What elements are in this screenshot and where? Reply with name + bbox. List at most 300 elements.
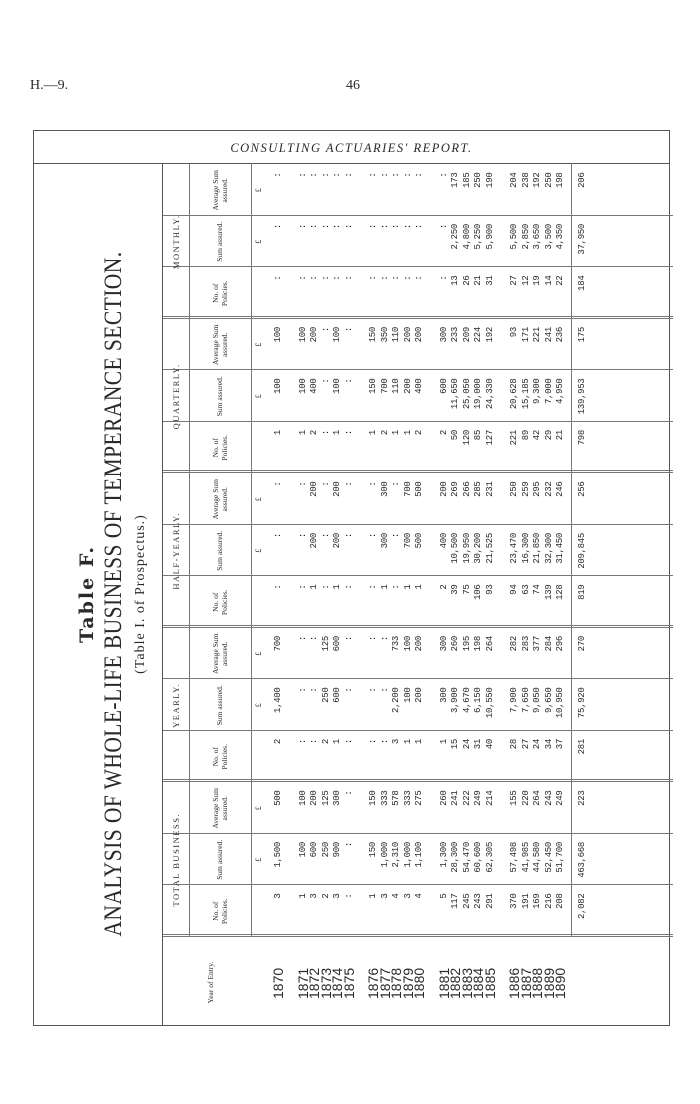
table-cell: 54,470 — [461, 842, 472, 873]
table-cell: : — [391, 275, 401, 281]
totals-cell: 37,950 — [576, 224, 587, 255]
table-cell: 246 — [555, 481, 565, 497]
table-cell: 1 — [297, 893, 308, 899]
table-cell: : — [297, 584, 308, 590]
table-cell: 28,300 — [450, 842, 460, 873]
table-cell: : — [343, 275, 354, 281]
title-block — [34, 163, 162, 1025]
group-header-total: TOTAL BUSINESS. — [171, 812, 181, 907]
column-header-policies: No. of Policies. — [211, 280, 229, 307]
table-cell: : — [320, 481, 331, 487]
table-cell: 195 — [461, 636, 472, 652]
column-header-policies: No. of Policies. — [211, 434, 229, 461]
table-cell: 192 — [484, 327, 495, 343]
table-cell: 100 — [273, 378, 283, 394]
table-cell: : — [297, 172, 308, 178]
table-cell: 2 — [438, 430, 449, 436]
table-cell: 333 — [402, 790, 413, 806]
table-cell: 350 — [379, 327, 390, 343]
table-cell: 23,470 — [509, 533, 519, 564]
column-header-sum: Sum assured. — [215, 839, 225, 880]
column-header-policies: No. of Policies. — [211, 898, 229, 925]
table-cell: 200 — [414, 636, 424, 652]
table-cell: 2 — [320, 739, 331, 745]
table-cell: 198 — [555, 172, 565, 188]
table-cell: 10,550 — [484, 687, 495, 719]
table-cell: 300 — [438, 687, 449, 703]
year-cell: 1890 — [552, 967, 568, 999]
table-cell: 13 — [450, 275, 460, 286]
table-cell: 200 — [309, 533, 319, 549]
table-cell: : — [414, 275, 424, 281]
table-cell: 233 — [450, 327, 460, 343]
table-cell: : — [368, 275, 378, 281]
table-cell: : — [309, 224, 319, 230]
table-cell: 200 — [402, 378, 413, 394]
totals-cell: 2,082 — [576, 893, 587, 920]
table-cell: 200 — [309, 790, 319, 806]
table-cell: : — [368, 224, 378, 230]
table-cell: 1 — [438, 739, 449, 745]
table-cell: 9,050 — [532, 687, 542, 714]
table-cell: 1 — [368, 430, 378, 436]
table-cell: 260 — [450, 636, 460, 652]
table-cell: : — [332, 172, 342, 178]
table-cell: 224 — [473, 327, 483, 343]
table-cell: 117 — [450, 893, 460, 909]
table-cell: 106 — [473, 584, 483, 600]
table-cell: : — [343, 224, 354, 230]
year-cell: 1886 — [506, 967, 522, 999]
group-header-monthly: MONTHLY. — [171, 214, 181, 270]
table-cell: : — [309, 636, 319, 642]
table-cell: : — [332, 275, 342, 281]
table-cell: : — [297, 533, 308, 539]
table-cell: 40 — [484, 739, 495, 750]
table-cell: : — [273, 481, 283, 487]
table-cell: 300 — [332, 790, 342, 806]
column-header-policies: No. of Policies. — [211, 589, 229, 616]
totals-cell: 175 — [576, 327, 587, 343]
currency-symbol: £ — [254, 857, 263, 862]
table-cell: 236 — [555, 327, 565, 343]
table-cell: 169 — [532, 893, 542, 909]
table-cell: 31,450 — [555, 533, 565, 564]
totals-cell: 206 — [576, 172, 587, 188]
table-cell: 10,950 — [555, 687, 565, 719]
year-cell: 1884 — [470, 967, 486, 999]
table-cell: 15,185 — [520, 378, 531, 410]
currency-symbol: £ — [254, 394, 263, 399]
table-cell: 300 — [379, 533, 390, 549]
table-cell: 31 — [484, 275, 495, 286]
table-cell: 31 — [473, 739, 483, 750]
table-cell: 52,450 — [543, 842, 554, 873]
table-cell: 243 — [473, 893, 483, 909]
table-cell: 150 — [368, 790, 378, 806]
table-cell: 296 — [555, 636, 565, 652]
table-cell: 5,500 — [509, 224, 519, 250]
table-cell: 16,300 — [520, 533, 531, 564]
table-cell: 249 — [473, 790, 483, 806]
column-header-sum: Sum assured. — [215, 530, 225, 571]
column-header-average: Average Sum assured. — [211, 633, 229, 674]
table-cell: 250 — [320, 687, 331, 703]
column-header-average: Average Sum assured. — [211, 788, 229, 829]
year-cell: 1876 — [365, 967, 381, 999]
table-cell: 21 — [555, 430, 565, 441]
table-cell: 192 — [532, 172, 542, 188]
table-cell: 2 — [273, 739, 283, 745]
table-cell: : — [343, 172, 354, 178]
table-cell: 42 — [532, 430, 542, 441]
table-cell: 11,650 — [450, 378, 460, 410]
table-cell: 221 — [532, 327, 542, 343]
table-cell: 171 — [520, 327, 531, 343]
totals-rule — [571, 163, 572, 937]
table-cell: 300 — [438, 636, 449, 652]
totals-cell: 209,845 — [576, 533, 587, 569]
year-cell: 1877 — [376, 967, 393, 999]
table-cell: 3 — [379, 893, 390, 899]
table-cell: 24 — [461, 739, 472, 750]
table-cell: : — [320, 224, 331, 230]
table-cell: : — [297, 636, 308, 642]
table-cell: 191 — [520, 893, 531, 909]
table-cell: 282 — [509, 636, 519, 652]
table-label: Table F. — [76, 544, 98, 644]
table-cell: 700 — [402, 533, 413, 549]
table-cell: 155 — [509, 790, 519, 806]
table-cell: 51,700 — [555, 842, 565, 873]
year-cell: 1872 — [306, 967, 322, 999]
table-cell: 60,600 — [473, 842, 483, 873]
totals-cell: 75,920 — [576, 687, 587, 719]
table-cell: : — [343, 327, 354, 333]
table-cell: : — [297, 275, 308, 281]
table-cell: 63 — [520, 584, 531, 595]
table-cell: 125 — [320, 790, 331, 806]
year-cell: 1870 — [270, 967, 286, 999]
table-cell: 733 — [391, 636, 401, 652]
table-cell: 241 — [450, 790, 460, 806]
year-cell: 1882 — [447, 967, 463, 999]
year-cell: 1878 — [388, 967, 404, 999]
currency-symbol: £ — [254, 651, 263, 656]
group-header-yearly: YEARLY. — [171, 682, 181, 728]
table-cell: 20,628 — [509, 378, 519, 410]
table-cell: 1 — [402, 584, 413, 590]
table-cell: 283 — [520, 636, 531, 652]
group-header-rule — [189, 628, 190, 783]
currency-symbol: £ — [254, 342, 263, 347]
column-header-policies: No. of Policies. — [211, 743, 229, 770]
table-cell: 2,200 — [391, 687, 401, 714]
table-cell: : — [273, 275, 283, 281]
table-cell: 700 — [379, 378, 390, 394]
table-cell: 2 — [320, 893, 331, 899]
table-cell: : — [343, 481, 354, 487]
totals-cell: 184 — [576, 275, 587, 291]
year-cell: 1874 — [329, 967, 345, 999]
year-cell: 1885 — [481, 967, 498, 999]
table-cell: 1 — [332, 430, 342, 436]
currency-symbol: £ — [254, 548, 263, 553]
table-cell: : — [343, 687, 354, 693]
table-cell: 3 — [273, 893, 283, 899]
table-cell: : — [379, 275, 390, 281]
table-cell: 1,500 — [273, 842, 283, 868]
table-cell: 1,000 — [402, 842, 413, 868]
table-cell: 221 — [509, 430, 519, 446]
table-cell: : — [391, 224, 401, 230]
table-cell: 204 — [509, 172, 519, 188]
table-cell: 232 — [543, 481, 554, 497]
table-cell: : — [368, 584, 378, 590]
table-cell: 1 — [379, 584, 390, 590]
table-cell: 250 — [509, 481, 519, 497]
table-cell: 1,400 — [273, 687, 283, 714]
currency-symbol: £ — [254, 497, 263, 502]
table-cell: 1 — [273, 430, 283, 436]
year-cell: 1883 — [458, 967, 475, 999]
table-cell: 150 — [368, 327, 378, 343]
table-cell: 200 — [402, 327, 413, 343]
table-cell: 377 — [532, 636, 542, 652]
table-cell: 150 — [368, 842, 378, 858]
table-cell: : — [320, 584, 331, 590]
table-cell: 4,800 — [461, 224, 472, 250]
table-cell: 284 — [543, 636, 554, 652]
currency-symbol: £ — [254, 806, 263, 811]
table-cell: 1 — [309, 584, 319, 590]
table-cell: 100 — [402, 636, 413, 652]
table-cell: : — [320, 430, 331, 436]
table-cell: 243 — [543, 790, 554, 806]
table-cell: 37 — [555, 739, 565, 750]
table-cell: 198 — [473, 636, 483, 652]
table-cell: 259 — [520, 481, 531, 497]
table-cell: 245 — [461, 893, 472, 909]
table-cell: : — [309, 275, 319, 281]
table-cell: 3 — [332, 893, 342, 899]
table-cell: 19 — [532, 275, 542, 286]
group-header-quarterly: QUARTERLY. — [171, 363, 181, 430]
table-cell: 200 — [414, 687, 424, 703]
table-cell: : — [368, 533, 378, 539]
table-cell: 62,305 — [484, 842, 495, 873]
table-cell: 295 — [532, 481, 542, 497]
table-cell: : — [379, 687, 390, 693]
year-cell: 1879 — [399, 967, 416, 999]
table-cell: : — [379, 636, 390, 642]
table-cell: 300 — [438, 327, 449, 343]
table-cell: 200 — [332, 533, 342, 549]
table-cell: 120 — [461, 430, 472, 446]
year-cell: 1881 — [435, 967, 452, 999]
table-cell: : — [402, 275, 413, 281]
table-cell: 370 — [509, 893, 519, 909]
table-cell: : — [391, 481, 401, 487]
table-cell: 12 — [520, 275, 531, 286]
table-cell: 600 — [438, 378, 449, 394]
table-cell: 200 — [414, 327, 424, 343]
table-cell: : — [332, 224, 342, 230]
table-cell: 50 — [450, 430, 460, 441]
table-cell: 1 — [368, 893, 378, 899]
table-cell: 2 — [414, 430, 424, 436]
table-cell: 209 — [461, 327, 472, 343]
table-cell: 500 — [414, 481, 424, 497]
table-cell: 600 — [332, 687, 342, 703]
table-cell: 250 — [473, 172, 483, 188]
subtitle: (Table I. of Prospectus.) — [133, 514, 148, 674]
table-cell: 100 — [297, 790, 308, 806]
table-cell: 200 — [309, 481, 319, 497]
table-cell: 500 — [414, 533, 424, 549]
table-cell: 10,500 — [450, 533, 460, 564]
totals-cell: 798 — [576, 430, 587, 446]
table-cell: 1,300 — [438, 842, 449, 868]
table-cell: 127 — [484, 430, 495, 446]
table-cell: 125 — [320, 636, 331, 652]
table-cell: 93 — [484, 584, 495, 595]
table-cell: 15 — [450, 739, 460, 750]
table-cell: : — [368, 481, 378, 487]
table-cell: : — [379, 224, 390, 230]
table-cell: : — [273, 584, 283, 590]
column-header-average: Average Sum assured. — [211, 479, 229, 520]
table-cell: 260 — [438, 790, 449, 806]
table-cell: : — [273, 224, 283, 230]
table-cell: : — [343, 739, 354, 745]
table-cell: 1 — [414, 739, 424, 745]
table-cell: : — [343, 790, 354, 796]
table-cell: 89 — [520, 430, 531, 441]
table-cell: 21,850 — [532, 533, 542, 564]
table-cell: : — [343, 893, 354, 899]
table-cell: 100 — [402, 687, 413, 703]
table-cell: 700 — [402, 481, 413, 497]
table-cell: 21,525 — [484, 533, 495, 564]
year-cell: 1888 — [529, 967, 545, 999]
table-cell: : — [297, 481, 308, 487]
table-cell: 85 — [473, 430, 483, 441]
year-cell: 1873 — [317, 967, 334, 999]
year-cell: 1889 — [540, 967, 557, 999]
table-cell: 41,985 — [520, 842, 531, 873]
page-header-ref: H.—9. — [30, 78, 69, 93]
table-cell: 1,000 — [379, 842, 390, 868]
table-cell: 250 — [320, 842, 331, 858]
table-cell: 2 — [438, 584, 449, 590]
table-cell: 150 — [368, 378, 378, 394]
table-cell: : — [391, 584, 401, 590]
table-cell: 238 — [520, 172, 531, 188]
table-cell: : — [343, 378, 354, 384]
table-cell: : — [320, 378, 331, 384]
table-cell: 100 — [297, 327, 308, 343]
table-cell: 9,650 — [543, 687, 554, 714]
table-cell: 214 — [484, 790, 495, 806]
table-cell: 25,050 — [461, 378, 472, 410]
table-cell: 4,670 — [461, 687, 472, 714]
column-header-sum: Sum assured. — [215, 376, 225, 417]
table-cell: 200 — [309, 327, 319, 343]
data-table — [162, 163, 673, 1025]
table-cell: 231 — [484, 481, 495, 497]
report-title: CONSULTING ACTUARIES' REPORT. — [230, 141, 473, 155]
table-cell: 1 — [391, 430, 401, 436]
main-title: ANALYSIS OF WHOLE-LIFE BUSINESS OF TEMPERANCE SECTION. — [100, 251, 127, 937]
table-cell: 6,150 — [473, 687, 483, 714]
table-cell: 1 — [414, 584, 424, 590]
totals-cell: 819 — [576, 584, 587, 600]
table-cell: 266 — [461, 481, 472, 497]
column-header-sum: Sum assured. — [215, 221, 225, 262]
table-cell: 700 — [273, 636, 283, 652]
table-cell: 128 — [555, 584, 565, 600]
table-cell: 19,950 — [461, 533, 472, 564]
table-cell: : — [297, 224, 308, 230]
table-cell: 139 — [543, 584, 554, 600]
table-cell: : — [438, 275, 449, 281]
table-cell: : — [402, 224, 413, 230]
table-cell: 30,200 — [473, 533, 483, 564]
table-cell: 241 — [543, 327, 554, 343]
table-cell: : — [368, 739, 378, 745]
totals-cell: 463,668 — [576, 842, 587, 878]
totals-cell: 256 — [576, 481, 587, 497]
table-cell: : — [391, 172, 401, 178]
table-cell: : — [297, 739, 308, 745]
table-cell: : — [438, 224, 449, 230]
year-cell: 1880 — [411, 967, 427, 999]
table-cell: 44,580 — [532, 842, 542, 873]
table-cell: 4 — [414, 893, 424, 899]
table-cell: 2 — [379, 430, 390, 436]
table-cell: 100 — [297, 378, 308, 394]
totals-cell: 281 — [576, 739, 587, 755]
table-cell: 3 — [391, 739, 401, 745]
page-number: 46 — [346, 78, 360, 93]
table-cell: 216 — [543, 893, 554, 909]
table-cell: 200 — [332, 481, 342, 497]
table-cell: : — [273, 533, 283, 539]
table-cell: : — [309, 739, 319, 745]
rotated-table-page — [34, 163, 671, 1025]
table-cell: 57,498 — [509, 842, 519, 873]
table-cell: 500 — [273, 790, 283, 806]
table-cell: 264 — [532, 790, 542, 806]
table-cell: 173 — [450, 172, 460, 188]
table-cell: 1,100 — [414, 842, 424, 868]
table-cell: 24 — [532, 739, 542, 750]
table-cell: 5 — [438, 893, 449, 899]
table-cell: : — [320, 533, 331, 539]
table-cell: 100 — [332, 327, 342, 343]
table-cell: 3 — [309, 893, 319, 899]
table-cell: 3,650 — [532, 224, 542, 250]
group-header-half_yearly: HALF-YEARLY. — [171, 511, 181, 590]
table-cell: : — [379, 172, 390, 178]
table-cell: 578 — [391, 790, 401, 806]
table-cell: : — [368, 636, 378, 642]
table-cell: 275 — [414, 790, 424, 806]
table-cell: 285 — [473, 481, 483, 497]
table-cell: 21 — [473, 275, 483, 286]
table-cell: 7,000 — [543, 378, 554, 405]
